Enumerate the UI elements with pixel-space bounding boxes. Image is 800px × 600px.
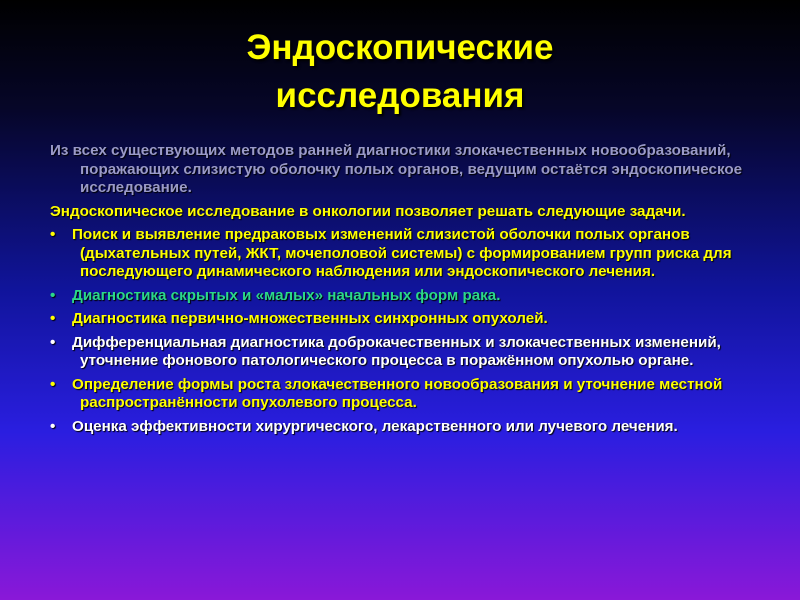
list-item-text: Определение формы роста злокачественного новообразования и уточнение местной распространённости опухолевого процесса. [72,375,723,411]
list-item [50,376,750,413]
slide-title [0,24,800,120]
list-item-text: Дифференциальная диагностика доброкачественных и злокачественных изменений, уточнение фонового патологического процесса в поражённом опухолью органе. [72,333,721,369]
title-line-2: исследования [275,76,525,115]
title-line-1: Эндоскопические [246,28,554,67]
list-item [50,310,750,329]
list-item [50,418,750,437]
list-item [50,226,750,282]
bullet-icon: • [50,226,56,243]
list-item-text: Диагностика первично-множественных синхронных опухолей. [72,310,548,327]
list-item [50,334,750,371]
slide-content [50,142,750,441]
bullet-icon: • [50,417,56,435]
bullet-icon: • [50,310,56,327]
lead-paragraph: Эндоскопическое исследование в онкологии позволяет решать следующие задачи. [50,202,686,220]
intro-paragraph: Из всех существующих методов ранней диагностики злокачественных новообразований, поражающих слизистую оболочку полых органов, ведущим остаётся эндоскопическое исследование. [50,142,743,196]
bullet-icon: • [50,375,56,393]
list-item-text: Поиск и выявление предраковых изменений слизистой оболочки полых органов (дыхательных путей, ЖКТ, мочеполовой системы) с формированием групп риска для последующего динамического наблюдения или эндоскопического лечения. [72,226,732,280]
list-item-text: Диагностика скрытых и «малых» начальных форм рака. [72,286,501,304]
list-item [50,287,750,306]
bullet-icon: • [50,286,56,304]
bullet-icon: • [50,333,56,351]
list-item-text: Оценка эффективности хирургического, лекарственного или лучевого лечения. [72,417,678,435]
